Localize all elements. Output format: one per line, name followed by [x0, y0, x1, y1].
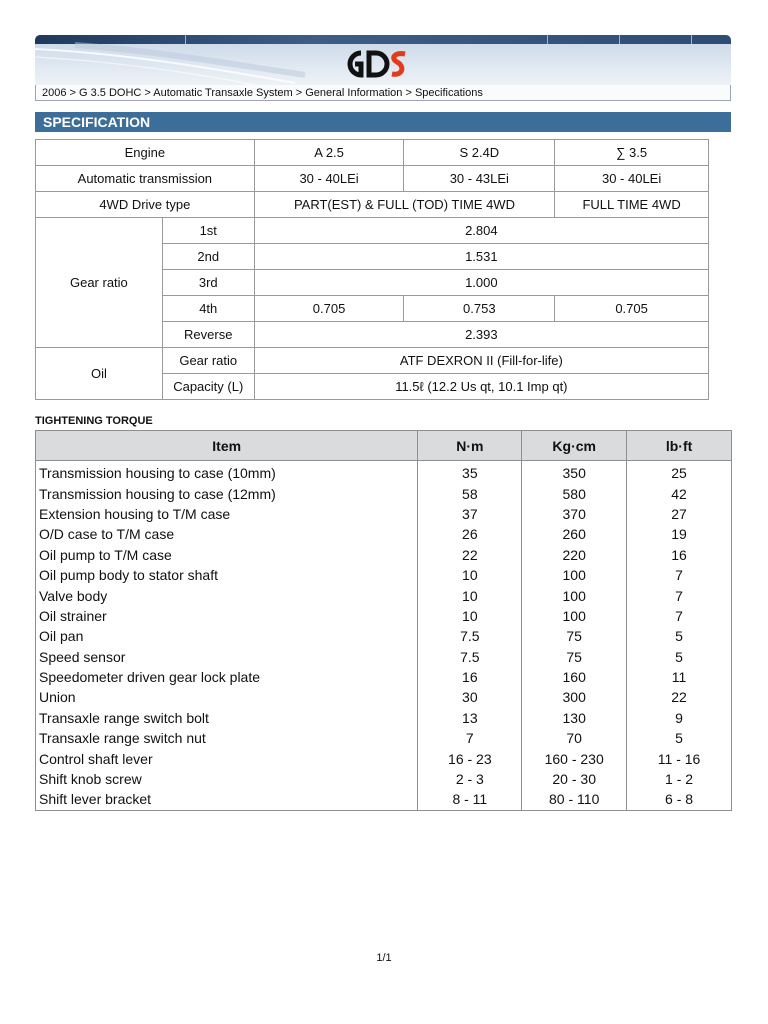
- nm-cell: 10: [418, 565, 522, 585]
- lbft-cell: 5: [627, 728, 732, 748]
- lbft-cell: 5: [627, 647, 732, 667]
- item-cell: Valve body: [36, 585, 418, 605]
- kgcm-cell: 260: [522, 524, 627, 544]
- lbft-cell: 7: [627, 565, 732, 585]
- table-row: [36, 748, 732, 768]
- gear-1st-value: 2.804: [254, 218, 708, 244]
- nm-cell: 37: [418, 504, 522, 524]
- header-banner: [35, 35, 731, 85]
- lbft-cell: 1 - 2: [627, 769, 732, 789]
- auto-trans-a25: 30 - 40LEi: [254, 166, 404, 192]
- table-row: [36, 483, 732, 503]
- item-cell: Transmission housing to case (12mm): [36, 483, 418, 503]
- table-row: [36, 647, 732, 667]
- gear-2nd-label: 2nd: [162, 244, 254, 270]
- lbft-cell: 6 - 8: [627, 789, 732, 810]
- item-cell: Shift lever bracket: [36, 789, 418, 810]
- gds-logo: [345, 49, 417, 79]
- table-row: [36, 585, 732, 605]
- kgcm-cell: 350: [522, 461, 627, 484]
- item-cell: Transmission housing to case (10mm): [36, 461, 418, 484]
- item-cell: Oil pump body to stator shaft: [36, 565, 418, 585]
- lbft-cell: 11: [627, 667, 732, 687]
- kgcm-cell: 100: [522, 565, 627, 585]
- gear-1st-label: 1st: [162, 218, 254, 244]
- oil-label: Oil: [36, 348, 163, 400]
- nm-cell: 22: [418, 545, 522, 565]
- lbft-cell: 19: [627, 524, 732, 544]
- table-row: [36, 626, 732, 646]
- kgcm-cell: 370: [522, 504, 627, 524]
- specification-table: [35, 139, 709, 400]
- lbft-cell: 16: [627, 545, 732, 565]
- lbft-cell: 7: [627, 585, 732, 605]
- kgcm-cell: 130: [522, 708, 627, 728]
- lbft-cell: 25: [627, 461, 732, 484]
- breadcrumb: 2006 > G 3.5 DOHC > Automatic Transaxle System > General Information > Specifications: [35, 85, 731, 101]
- nm-cell: 2 - 3: [418, 769, 522, 789]
- gear-3rd-value: 1.000: [254, 270, 708, 296]
- gear-4th-sigma35: 0.705: [555, 296, 709, 322]
- engine-label: Engine: [36, 140, 255, 166]
- table-row: [36, 461, 732, 484]
- kgcm-cell: 80 - 110: [522, 789, 627, 810]
- engine-sigma35: ∑ 3.5: [555, 140, 709, 166]
- column-header-item: Item: [36, 431, 418, 461]
- gear-reverse-label: Reverse: [162, 322, 254, 348]
- nm-cell: 16 - 23: [418, 748, 522, 768]
- table-row: [36, 667, 732, 687]
- drive-type-label: 4WD Drive type: [36, 192, 255, 218]
- gear-4th-label: 4th: [162, 296, 254, 322]
- page-number: 1/1: [376, 952, 392, 964]
- table-row: [36, 504, 732, 524]
- kgcm-cell: 580: [522, 483, 627, 503]
- item-cell: Union: [36, 687, 418, 707]
- torque-table-body: [36, 461, 732, 811]
- item-cell: Transaxle range switch nut: [36, 728, 418, 748]
- engine-s24d: S 2.4D: [404, 140, 555, 166]
- drive-type-c: FULL TIME 4WD: [555, 192, 709, 218]
- gear-3rd-label: 3rd: [162, 270, 254, 296]
- item-cell: Oil strainer: [36, 606, 418, 626]
- nm-cell: 30: [418, 687, 522, 707]
- gear-4th-a25: 0.705: [254, 296, 404, 322]
- tightening-torque-table: [35, 430, 732, 811]
- table-row: [36, 769, 732, 789]
- gear-4th-s24d: 0.753: [404, 296, 555, 322]
- nm-cell: 26: [418, 524, 522, 544]
- nm-cell: 10: [418, 585, 522, 605]
- table-row: [36, 606, 732, 626]
- auto-trans-sigma35: 30 - 40LEi: [555, 166, 709, 192]
- oil-gear-ratio-value: ATF DEXRON II (Fill-for-life): [254, 348, 708, 374]
- nm-cell: 10: [418, 606, 522, 626]
- item-cell: Speed sensor: [36, 647, 418, 667]
- lbft-cell: 5: [627, 626, 732, 646]
- nm-cell: 7.5: [418, 647, 522, 667]
- lbft-cell: 22: [627, 687, 732, 707]
- table-row: [36, 545, 732, 565]
- column-header-kgcm: Kg·cm: [522, 431, 627, 461]
- auto-trans-s24d: 30 - 43LEi: [404, 166, 555, 192]
- column-header-lbft: lb·ft: [627, 431, 732, 461]
- nm-cell: 7.5: [418, 626, 522, 646]
- column-header-nm: N·m: [418, 431, 522, 461]
- nm-cell: 16: [418, 667, 522, 687]
- item-cell: Shift knob screw: [36, 769, 418, 789]
- nm-cell: 58: [418, 483, 522, 503]
- oil-capacity-value: 11.5ℓ (12.2 Us qt, 10.1 Imp qt): [254, 374, 708, 400]
- tightening-torque-title: TIGHTENING TORQUE: [35, 415, 153, 427]
- lbft-cell: 7: [627, 606, 732, 626]
- item-cell: Oil pump to T/M case: [36, 545, 418, 565]
- item-cell: O/D case to T/M case: [36, 524, 418, 544]
- kgcm-cell: 160 - 230: [522, 748, 627, 768]
- table-row: [36, 728, 732, 748]
- table-row: [36, 524, 732, 544]
- kgcm-cell: 75: [522, 647, 627, 667]
- gear-ratio-label: Gear ratio: [36, 218, 163, 348]
- gear-2nd-value: 1.531: [254, 244, 708, 270]
- oil-capacity-label: Capacity (L): [162, 374, 254, 400]
- lbft-cell: 27: [627, 504, 732, 524]
- item-cell: Speedometer driven gear lock plate: [36, 667, 418, 687]
- kgcm-cell: 220: [522, 545, 627, 565]
- kgcm-cell: 300: [522, 687, 627, 707]
- table-row: [36, 565, 732, 585]
- lbft-cell: 42: [627, 483, 732, 503]
- kgcm-cell: 20 - 30: [522, 769, 627, 789]
- item-cell: Control shaft lever: [36, 748, 418, 768]
- kgcm-cell: 70: [522, 728, 627, 748]
- kgcm-cell: 100: [522, 585, 627, 605]
- item-cell: Extension housing to T/M case: [36, 504, 418, 524]
- table-row: [36, 708, 732, 728]
- kgcm-cell: 75: [522, 626, 627, 646]
- nm-cell: 35: [418, 461, 522, 484]
- section-title: SPECIFICATION: [35, 112, 731, 132]
- kgcm-cell: 100: [522, 606, 627, 626]
- nm-cell: 13: [418, 708, 522, 728]
- oil-gear-ratio-label: Gear ratio: [162, 348, 254, 374]
- item-cell: Oil pan: [36, 626, 418, 646]
- lbft-cell: 9: [627, 708, 732, 728]
- nm-cell: 7: [418, 728, 522, 748]
- table-row: [36, 789, 732, 810]
- nm-cell: 8 - 11: [418, 789, 522, 810]
- engine-a25: A 2.5: [254, 140, 404, 166]
- auto-trans-label: Automatic transmission: [36, 166, 255, 192]
- item-cell: Transaxle range switch bolt: [36, 708, 418, 728]
- kgcm-cell: 160: [522, 667, 627, 687]
- lbft-cell: 11 - 16: [627, 748, 732, 768]
- table-row: [36, 687, 732, 707]
- drive-type-ab: PART(EST) & FULL (TOD) TIME 4WD: [254, 192, 555, 218]
- gear-reverse-value: 2.393: [254, 322, 708, 348]
